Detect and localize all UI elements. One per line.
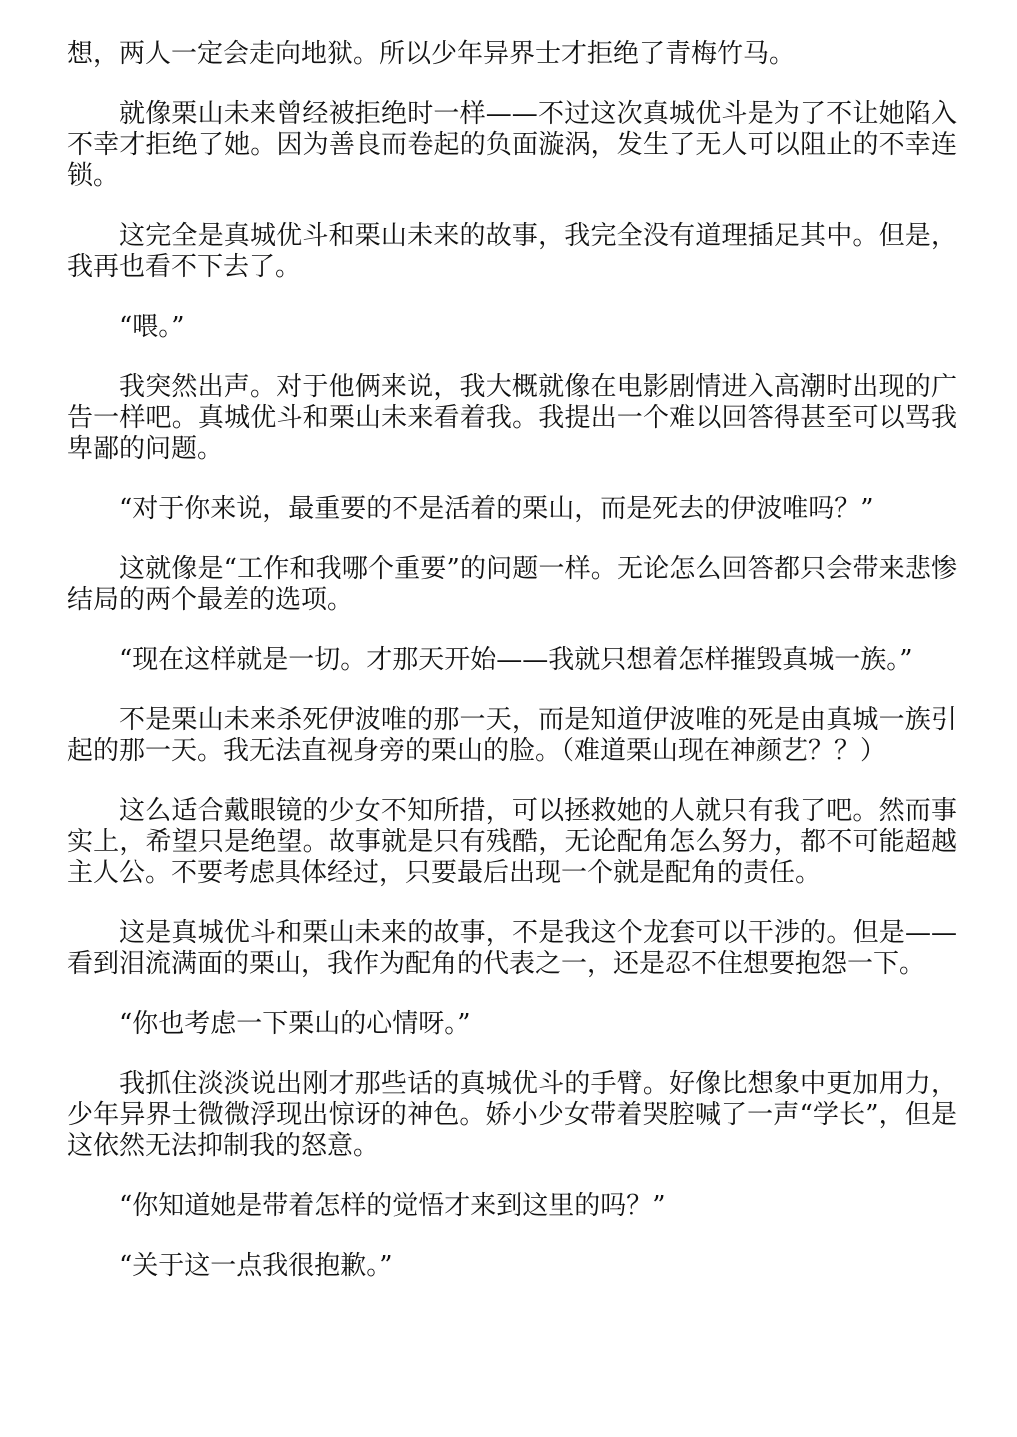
dialogue-line: “对于你来说，最重要的不是活着的栗山，而是死去的伊波唯吗？” — [119, 494, 874, 524]
paragraph: 不是栗山未来杀死伊波唯的那一天，而是知道伊波唯的死是由真城一族引起的那一天。我无法直视身旁的栗山的脸。（难道栗山现在神颜艺？？） — [67, 705, 957, 766]
paragraph: 这是真城优斗和栗山未来的故事，不是我这个龙套可以干涉的。但是——看到泪流满面的栗山，我作为配角的代表之一，还是忍不住想要抱怨一下。 — [67, 918, 957, 979]
paragraph: 就像栗山未来曾经被拒绝时一样——不过这次真城优斗是为了不让她陷入不幸才拒绝了她。因为善良而卷起的负面漩涡，发生了无人可以阻止的不幸连锁。 — [67, 99, 957, 191]
paragraph: 这就像是“工作和我哪个重要”的问题一样。无论怎么回答都只会带来悲惨结局的两个最差的选项。 — [67, 554, 957, 615]
dialogue-line: “你也考虑一下栗山的心情呀。” — [119, 1009, 471, 1039]
paragraph: 我抓住淡淡说出刚才那些话的真城优斗的手臂。好像比想象中更加用力，少年异界士微微浮现出惊讶的神色。娇小少女带着哭腔喊了一声“学长”，但是这依然无法抑制我的怒意。 — [67, 1069, 957, 1161]
dialogue-line: “关于这一点我很抱歉。” — [119, 1251, 393, 1281]
dialogue-line: “现在这样就是一切。才那天开始——我就只想着怎样摧毁真城一族。” — [119, 645, 913, 675]
paragraph: 这完全是真城优斗和栗山未来的故事，我完全没有道理插足其中。但是，我再也看不下去了。 — [67, 221, 957, 282]
dialogue-line: “喂。” — [119, 312, 185, 342]
paragraph: 我突然出声。对于他俩来说，我大概就像在电影剧情进入高潮时出现的广告一样吧。真城优斗和栗山未来看着我。我提出一个难以回答得甚至可以骂我卑鄙的问题。 — [67, 372, 957, 464]
paragraph: 想，两人一定会走向地狱。所以少年异界士才拒绝了青梅竹马。 — [67, 39, 796, 69]
paragraph: 这么适合戴眼镜的少女不知所措，可以拯救她的人就只有我了吧。然而事实上，希望只是绝望。故事就是只有残酷，无论配角怎么努力，都不可能超越主人公。不要考虑具体经过，只要最后出现一个就是配角的责任。 — [67, 796, 957, 888]
dialogue-line: “你知道她是带着怎样的觉悟才来到这里的吗？” — [119, 1191, 666, 1221]
